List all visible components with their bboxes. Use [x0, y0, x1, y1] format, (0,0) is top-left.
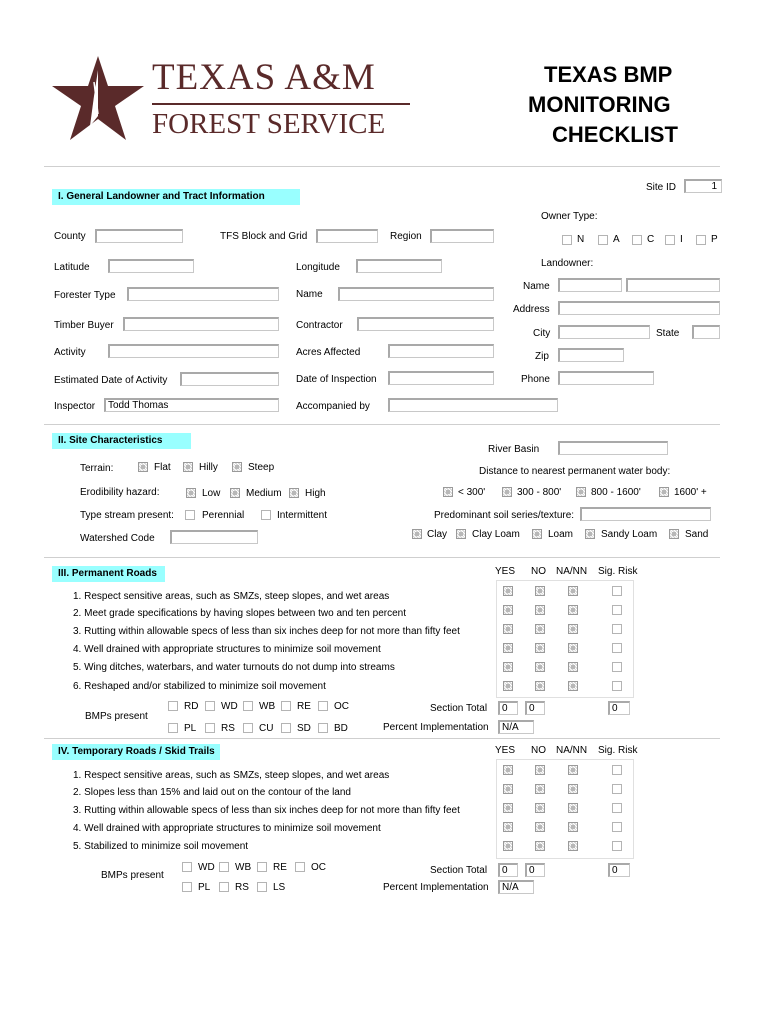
- s3-item-4-yes[interactable]: [503, 643, 513, 653]
- s3-item-1-na[interactable]: [568, 586, 578, 596]
- stream-intermittent-checkbox[interactable]: [261, 510, 271, 520]
- s3-item-2-no[interactable]: [535, 605, 545, 615]
- s3-bmp-rd-checkbox[interactable]: [168, 701, 178, 711]
- soil-sand-checkbox[interactable]: [669, 529, 679, 539]
- s3-item-4-na[interactable]: [568, 643, 578, 653]
- s3-item-2-yes[interactable]: [503, 605, 513, 615]
- s4-item-2: 2. Slopes less than 15% and laid out on the contour of the land: [73, 787, 351, 798]
- s4-bmp-re-label: RE: [273, 862, 287, 873]
- terrain-steep-label: Steep: [248, 462, 275, 473]
- erodibility-low-label: Low: [202, 488, 221, 499]
- s4-item-1-no[interactable]: [535, 765, 545, 775]
- river-basin-field[interactable]: [558, 441, 668, 455]
- s4-item-3-na[interactable]: [568, 803, 578, 813]
- s3-item-3-yes[interactable]: [503, 624, 513, 634]
- contractor-label: Contractor: [296, 320, 343, 331]
- est-date-field[interactable]: [180, 372, 279, 386]
- section4-heading: IV. Temporary Roads / Skid Trails: [52, 744, 220, 760]
- erodibility-label: Erodibility hazard:: [80, 487, 160, 498]
- s4-item-1-yes[interactable]: [503, 765, 513, 775]
- region-field[interactable]: [430, 229, 494, 243]
- owner-i-label: I: [680, 234, 683, 245]
- s4-item-3: 3. Rutting within allowable specs of less than six inches deep for not more than fifty feet: [73, 805, 460, 816]
- owner-c-checkbox[interactable]: [632, 235, 642, 245]
- s4-item-2-yes[interactable]: [503, 784, 513, 794]
- s3-item-5: 5. Wing ditches, waterbars, and water turnouts do not dump into streams: [73, 662, 395, 673]
- s4-item-3-no[interactable]: [535, 803, 545, 813]
- s3-bmps-label: BMPs present: [85, 711, 148, 722]
- s3-bmp-rs-checkbox[interactable]: [205, 723, 215, 733]
- accompanied-by-field[interactable]: [388, 398, 558, 412]
- terrain-flat-checkbox[interactable]: [138, 462, 148, 472]
- forester-type-label: Forester Type: [54, 290, 116, 301]
- s4-bmp-re-checkbox[interactable]: [257, 862, 267, 872]
- s4-item-1-risk[interactable]: [612, 765, 622, 775]
- s4-item-4-na[interactable]: [568, 822, 578, 832]
- title-line2: MONITORING: [528, 92, 671, 117]
- terrain-hilly-label: Hilly: [199, 462, 218, 473]
- s3-item-2-na[interactable]: [568, 605, 578, 615]
- watershed-code-field[interactable]: [170, 530, 258, 544]
- title-line3: CHECKLIST: [552, 122, 678, 147]
- erodibility-medium-checkbox[interactable]: [230, 488, 240, 498]
- erodibility-low-checkbox[interactable]: [186, 488, 196, 498]
- forester-name-label: Name: [296, 289, 323, 300]
- soil-sandy-loam-label: Sandy Loam: [601, 529, 658, 540]
- county-label: County: [54, 231, 86, 242]
- watershed-code-label: Watershed Code: [80, 533, 155, 544]
- s3-bmp-cu-checkbox[interactable]: [243, 723, 253, 733]
- s3-item-2: 2. Meet grade specifications by having slopes between two and ten percent: [73, 608, 406, 619]
- s4-total-risk-field: 0: [608, 863, 630, 877]
- landowner-label: Landowner:: [541, 258, 594, 269]
- s3-percent-field: N/A: [498, 720, 534, 734]
- s4-bmp-rs-checkbox[interactable]: [219, 882, 229, 892]
- zip-field[interactable]: [558, 348, 624, 362]
- s4-item-5-risk[interactable]: [612, 841, 622, 851]
- distance-800-1600-label: 800 - 1600': [591, 487, 641, 498]
- s4-bmp-ls-checkbox[interactable]: [257, 882, 267, 892]
- site-id-field[interactable]: 1: [684, 179, 722, 193]
- s4-bmp-ls-label: LS: [273, 882, 286, 893]
- column-na: NA/NN: [556, 566, 588, 577]
- terrain-steep-checkbox[interactable]: [232, 462, 242, 472]
- s3-bmp-re-label: RE: [297, 701, 311, 712]
- s4-bmp-pl-checkbox[interactable]: [182, 882, 192, 892]
- s4-item-1: 1. Respect sensitive areas, such as SMZs, steep slopes, and wet areas: [73, 770, 390, 781]
- s3-item-6-no[interactable]: [535, 681, 545, 691]
- owner-n-label: N: [577, 234, 585, 245]
- owner-p-label: P: [711, 234, 718, 245]
- state-label: State: [656, 328, 680, 339]
- s3-item-5-na[interactable]: [568, 662, 578, 672]
- distance-lt300-checkbox[interactable]: [443, 487, 453, 497]
- s3-item-3: 3. Rutting within allowable specs of less than six inches deep for not more than fifty feet: [73, 626, 460, 637]
- s4-bmp-oc-label: OC: [311, 862, 326, 873]
- s4-percent-impl-label: Percent Implementation: [383, 882, 489, 893]
- s3-item-4: 4. Well drained with appropriate structures to minimize soil movement: [73, 644, 381, 655]
- owner-p-checkbox[interactable]: [696, 235, 706, 245]
- landowner-name-label: Name: [523, 281, 550, 292]
- s3-bmp-oc-checkbox[interactable]: [318, 701, 328, 711]
- s3-item-1: 1. Respect sensitive areas, such as SMZs, steep slopes, and wet areas: [73, 591, 390, 602]
- site-id-label: Site ID: [646, 182, 677, 193]
- s4-item-4-risk[interactable]: [612, 822, 622, 832]
- river-basin-label: River Basin: [488, 444, 540, 455]
- s4-item-2-na[interactable]: [568, 784, 578, 794]
- s3-bmp-wb-label: WB: [259, 701, 276, 712]
- phone-label: Phone: [521, 374, 550, 385]
- section1-rule: [44, 424, 720, 425]
- s3-bmp-pl-checkbox[interactable]: [168, 723, 178, 733]
- activity-field[interactable]: [108, 344, 279, 358]
- erodibility-high-label: High: [305, 488, 326, 499]
- s4-item-3-risk[interactable]: [612, 803, 622, 813]
- s3-item-3-na[interactable]: [568, 624, 578, 634]
- landowner-last-name-field[interactable]: [626, 278, 720, 292]
- s4-bmp-wb-label: WB: [235, 862, 252, 873]
- region-label: Region: [390, 231, 422, 242]
- section1-heading: I. General Landowner and Tract Information: [52, 189, 300, 205]
- s4-item-4-no[interactable]: [535, 822, 545, 832]
- tfs-block-label: TFS Block and Grid: [220, 231, 308, 242]
- column-sig-risk-4: Sig. Risk: [598, 745, 638, 756]
- column-sig-risk: Sig. Risk: [598, 566, 638, 577]
- timber-buyer-field[interactable]: [123, 317, 279, 331]
- soil-clay-checkbox[interactable]: [412, 529, 422, 539]
- s4-item-2-risk[interactable]: [612, 784, 622, 794]
- s3-total-yes-field: 0: [498, 701, 518, 715]
- s4-item-4: 4. Well drained with appropriate structures to minimize soil movement: [73, 823, 381, 834]
- distance-lt300-label: < 300': [458, 487, 486, 498]
- owner-c-label: C: [647, 234, 655, 245]
- city-label: City: [533, 328, 551, 339]
- s3-bmp-bd-label: BD: [334, 723, 348, 734]
- distance-1600plus-label: 1600' +: [674, 487, 707, 498]
- s3-bmp-pl-label: PL: [184, 723, 197, 734]
- s3-total-no-field: 0: [525, 701, 545, 715]
- s3-item-6-yes[interactable]: [503, 681, 513, 691]
- s3-item-3-risk[interactable]: [612, 624, 622, 634]
- stream-intermittent-label: Intermittent: [277, 510, 328, 521]
- city-field[interactable]: [558, 325, 650, 339]
- logo-line1: TEXAS A&M: [152, 57, 376, 98]
- column-yes: YES: [495, 566, 516, 577]
- s3-item-5-yes[interactable]: [503, 662, 513, 672]
- logo-line2: FOREST SERVICE: [152, 108, 386, 140]
- accompanied-by-label: Accompanied by: [296, 401, 370, 412]
- s3-item-1-no[interactable]: [535, 586, 545, 596]
- s4-item-1-na[interactable]: [568, 765, 578, 775]
- distance-300-800-checkbox[interactable]: [502, 487, 512, 497]
- s3-item-6-na[interactable]: [568, 681, 578, 691]
- soil-sandy-loam-checkbox[interactable]: [585, 529, 595, 539]
- s3-item-1-yes[interactable]: [503, 586, 513, 596]
- s4-item-2-no[interactable]: [535, 784, 545, 794]
- contractor-field[interactable]: [357, 317, 494, 331]
- address-label: Address: [513, 304, 550, 315]
- s4-percent-field: N/A: [498, 880, 534, 894]
- column-yes-4: YES: [495, 745, 516, 756]
- logo-divider: [152, 103, 410, 105]
- s4-bmp-wd-checkbox[interactable]: [182, 862, 192, 872]
- stream-perennial-label: Perennial: [202, 510, 245, 521]
- s3-bmp-rs-label: RS: [221, 723, 235, 734]
- s4-bmps-label: BMPs present: [101, 870, 164, 881]
- column-no: NO: [531, 566, 546, 577]
- distance-800-1600-checkbox[interactable]: [576, 487, 586, 497]
- erodibility-high-checkbox[interactable]: [289, 488, 299, 498]
- county-field[interactable]: [95, 229, 183, 243]
- s3-item-2-risk[interactable]: [612, 605, 622, 615]
- activity-label: Activity: [54, 347, 86, 358]
- owner-type-label: Owner Type:: [541, 211, 598, 222]
- s3-item-3-no[interactable]: [535, 624, 545, 634]
- s3-bmp-sd-checkbox[interactable]: [281, 723, 291, 733]
- s4-bmp-wd-label: WD: [198, 862, 215, 873]
- s3-item-1-risk[interactable]: [612, 586, 622, 596]
- acres-affected-label: Acres Affected: [296, 347, 361, 358]
- header-rule: [44, 166, 720, 167]
- s3-item-6-risk[interactable]: [612, 681, 622, 691]
- tfs-block-field[interactable]: [316, 229, 378, 243]
- s4-item-5-no[interactable]: [535, 841, 545, 851]
- s3-bmp-rd-label: RD: [184, 701, 199, 712]
- phone-field[interactable]: [558, 371, 654, 385]
- owner-a-checkbox[interactable]: [598, 235, 608, 245]
- column-no-4: NO: [531, 745, 546, 756]
- longitude-field[interactable]: [356, 259, 442, 273]
- s4-bmp-oc-checkbox[interactable]: [295, 862, 305, 872]
- latitude-field[interactable]: [108, 259, 194, 273]
- owner-n-checkbox[interactable]: [562, 235, 572, 245]
- forester-type-field[interactable]: [127, 287, 279, 301]
- soil-clay-label: Clay: [427, 529, 448, 540]
- stream-type-label: Type stream present:: [80, 510, 174, 521]
- soil-series-label: Predominant soil series/texture:: [434, 510, 575, 521]
- terrain-label: Terrain:: [80, 463, 114, 474]
- s3-bmp-cu-label: CU: [259, 723, 274, 734]
- s4-bmp-rs-label: RS: [235, 882, 249, 893]
- soil-series-field[interactable]: [580, 507, 711, 521]
- latitude-label: Latitude: [54, 262, 90, 273]
- timber-buyer-label: Timber Buyer: [54, 320, 114, 331]
- s3-item-4-risk[interactable]: [612, 643, 622, 653]
- owner-a-label: A: [613, 234, 620, 245]
- owner-i-checkbox[interactable]: [665, 235, 675, 245]
- est-date-label: Estimated Date of Activity: [54, 375, 168, 386]
- s3-item-5-risk[interactable]: [612, 662, 622, 672]
- s4-item-5-na[interactable]: [568, 841, 578, 851]
- soil-loam-label: Loam: [548, 529, 574, 540]
- section3-heading: III. Permanent Roads: [52, 566, 165, 582]
- s4-bmp-wb-checkbox[interactable]: [219, 862, 229, 872]
- terrain-flat-label: Flat: [154, 462, 171, 473]
- section3-rule: [44, 738, 720, 739]
- inspector-field[interactable]: Todd Thomas: [104, 398, 279, 412]
- longitude-label: Longitude: [296, 262, 340, 273]
- s3-section-total-label: Section Total: [430, 703, 488, 714]
- soil-sand-label: Sand: [685, 529, 709, 540]
- inspector-label: Inspector: [54, 401, 96, 412]
- acres-affected-field[interactable]: [388, 344, 494, 358]
- state-field[interactable]: [692, 325, 720, 339]
- landowner-first-name-field[interactable]: [558, 278, 622, 292]
- address-field[interactable]: [558, 301, 720, 315]
- s3-bmp-wb-checkbox[interactable]: [243, 701, 253, 711]
- s4-total-no-field: 0: [525, 863, 545, 877]
- soil-clay-loam-label: Clay Loam: [472, 529, 520, 540]
- column-na-4: NA/NN: [556, 745, 588, 756]
- zip-label: Zip: [535, 351, 549, 362]
- s3-item-5-no[interactable]: [535, 662, 545, 672]
- s4-total-yes-field: 0: [498, 863, 518, 877]
- distance-label: Distance to nearest permanent water body:: [479, 466, 671, 477]
- s4-item-5-yes[interactable]: [503, 841, 513, 851]
- s3-bmp-bd-checkbox[interactable]: [318, 723, 328, 733]
- s3-percent-impl-label: Percent Implementation: [383, 722, 489, 733]
- distance-1600plus-checkbox[interactable]: [659, 487, 669, 497]
- s4-item-5: 5. Stabilized to minimize soil movement: [73, 841, 249, 852]
- s3-bmp-re-checkbox[interactable]: [281, 701, 291, 711]
- s4-bmp-pl-label: PL: [198, 882, 211, 893]
- distance-300-800-label: 300 - 800': [517, 487, 562, 498]
- section2-heading: II. Site Characteristics: [52, 433, 191, 449]
- s4-item-4-yes[interactable]: [503, 822, 513, 832]
- terrain-hilly-checkbox[interactable]: [183, 462, 193, 472]
- soil-clay-loam-checkbox[interactable]: [456, 529, 466, 539]
- section2-rule: [44, 557, 720, 558]
- star-logo-icon: [50, 56, 146, 146]
- soil-loam-checkbox[interactable]: [532, 529, 542, 539]
- forester-name-field[interactable]: [338, 287, 494, 301]
- s4-item-3-yes[interactable]: [503, 803, 513, 813]
- s3-bmp-wd-label: WD: [221, 701, 238, 712]
- s3-bmp-sd-label: SD: [297, 723, 311, 734]
- s3-bmp-wd-checkbox[interactable]: [205, 701, 215, 711]
- date-inspection-field[interactable]: [388, 371, 494, 385]
- date-inspection-label: Date of Inspection: [296, 374, 377, 385]
- title-line1: TEXAS BMP: [544, 62, 673, 87]
- s3-item-6: 6. Reshaped and/or stabilized to minimize soil movement: [73, 681, 326, 692]
- s3-item-4-no[interactable]: [535, 643, 545, 653]
- stream-perennial-checkbox[interactable]: [185, 510, 195, 520]
- s3-total-risk-field: 0: [608, 701, 630, 715]
- s4-section-total-label: Section Total: [430, 865, 488, 876]
- s3-bmp-oc-label: OC: [334, 701, 349, 712]
- erodibility-medium-label: Medium: [246, 488, 282, 499]
